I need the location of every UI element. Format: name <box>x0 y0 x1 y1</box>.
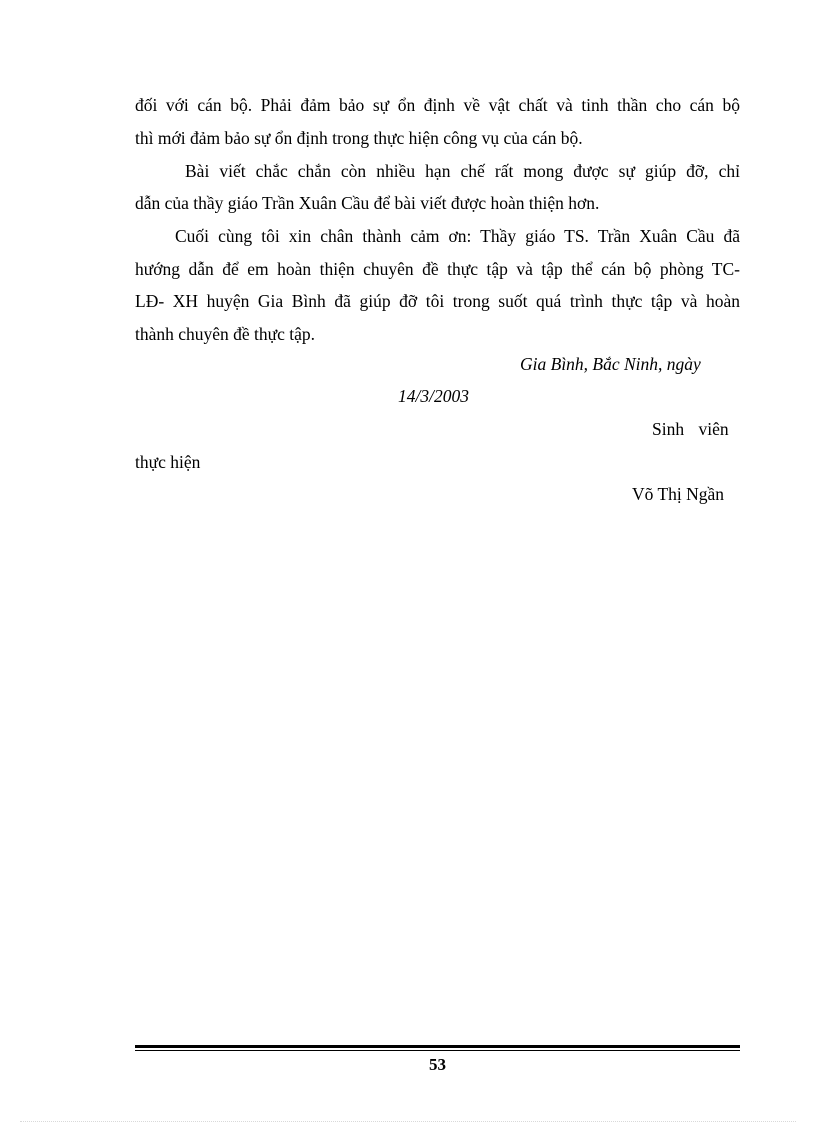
body-line-4: dẫn của thầy giáo Trần Xuân Cầu để bài viết được hoàn thiện hơn. <box>135 193 600 213</box>
place-date-line-1: Gia Bình, Bắc Ninh, ngày <box>520 354 701 374</box>
signer-role-line-1: Sinh viên <box>652 419 729 439</box>
body-line-7: LĐ- XH huyện Gia Bình đã giúp đỡ tôi trong suốt quá trình thực tập và hoàn <box>135 291 740 311</box>
body-line-8: thành chuyên đề thực tập. <box>135 324 316 344</box>
place-date-line-2: 14/3/2003 <box>398 386 469 406</box>
signer-name: Võ Thị Ngần <box>632 484 725 504</box>
body-line-2: thì mới đảm bảo sự ổn định trong thực hiện công vụ của cán bộ. <box>135 128 583 148</box>
signer-role-line-2: thực hiện <box>135 452 201 472</box>
footer-rule-thin <box>135 1050 740 1051</box>
body-line-1: đối với cán bộ. Phải đảm bảo sự ổn định về vật chất và tinh thần cho cán bộ <box>135 95 740 115</box>
page-edge-divider <box>20 1121 796 1122</box>
page-number: 53 <box>429 1055 446 1074</box>
body-line-3: Bài viết chắc chắn còn nhiều hạn chế rất mong được sự giúp đỡ, chỉ <box>185 161 740 181</box>
body-line-6: hướng dẫn để em hoàn thiện chuyên đề thực tập và tập thể cán bộ phòng TC- <box>135 259 740 279</box>
body-line-5: Cuối cùng tôi xin chân thành cảm ơn: Thầy giáo TS. Trần Xuân Cầu đã <box>175 226 740 246</box>
footer-rule-thick <box>135 1045 740 1048</box>
